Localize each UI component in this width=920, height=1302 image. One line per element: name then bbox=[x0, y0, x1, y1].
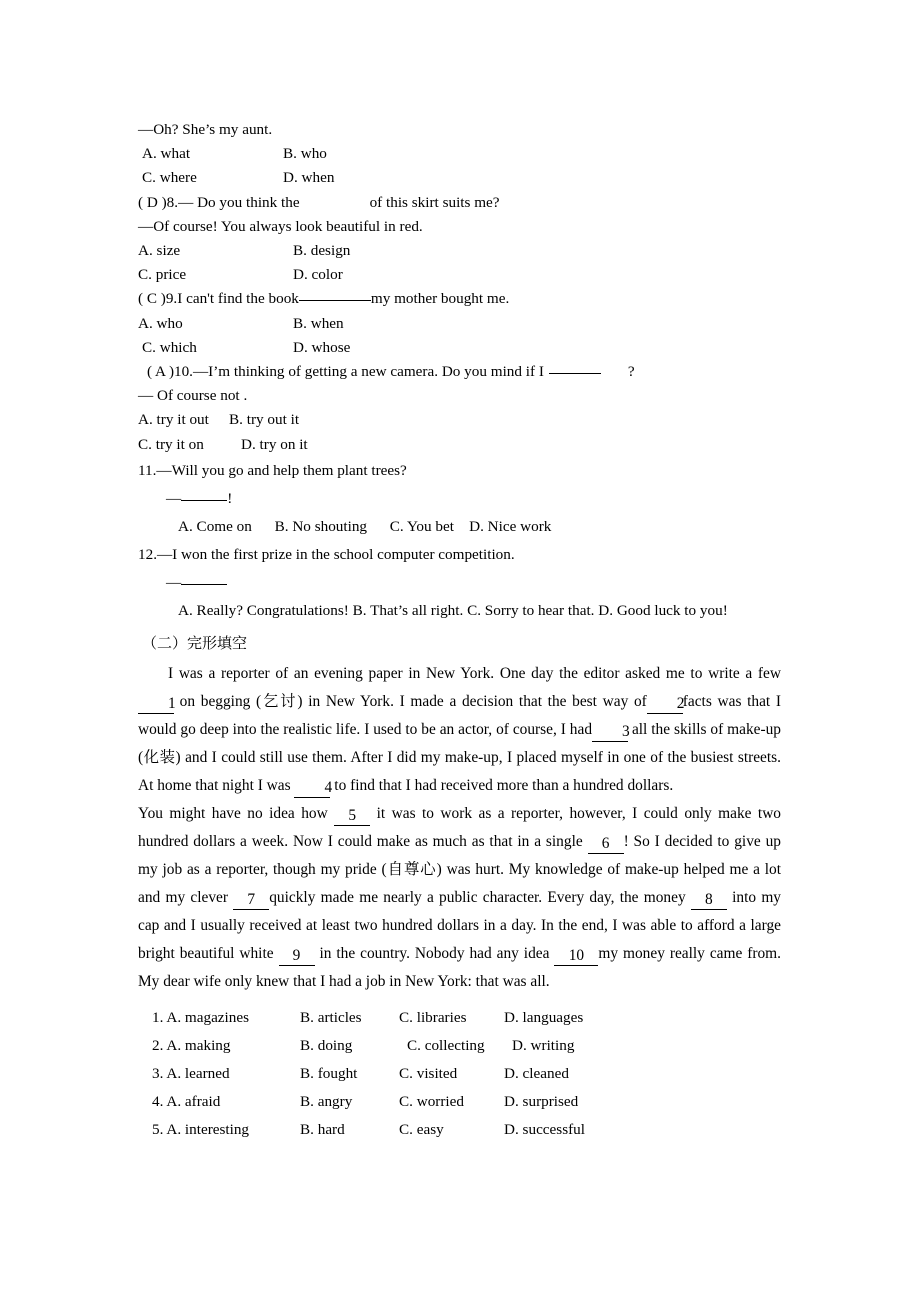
q10-stem-after: ? bbox=[627, 363, 635, 381]
cloze-opt-d-3[interactable]: D. cleaned bbox=[504, 1064, 569, 1082]
q8-options-row-ab bbox=[138, 239, 781, 263]
q10-options-row-ab bbox=[138, 408, 781, 432]
q12-reply-dash: — bbox=[166, 573, 182, 591]
q10-stem-before: —I’m thinking of getting a new camera. Do you mind if I bbox=[192, 363, 544, 381]
cloze-section-heading: （二）完形填空 bbox=[142, 635, 248, 652]
cloze-option-row bbox=[152, 1004, 781, 1032]
cloze-blank-8[interactable]: 8 bbox=[691, 892, 727, 910]
q7-option-d[interactable]: D. when bbox=[283, 169, 335, 187]
q12-stem-line bbox=[138, 541, 781, 569]
q7-options-row-ab bbox=[138, 142, 781, 166]
q8-stem-before: — Do you think the bbox=[178, 193, 300, 211]
cloze-opt-d-2[interactable]: D. writing bbox=[512, 1036, 575, 1054]
q10-reply-text: — Of course not . bbox=[138, 387, 248, 405]
q11-marker: 11. bbox=[138, 461, 157, 479]
q9-options-row-ab bbox=[138, 312, 781, 336]
q9-stem-line bbox=[138, 287, 781, 311]
q9-answer-marker: ( C )9. bbox=[138, 290, 178, 308]
q9-option-c[interactable]: C. which bbox=[142, 338, 197, 356]
q9-options-row-cd bbox=[138, 336, 781, 360]
q7-option-b[interactable]: B. who bbox=[283, 145, 327, 163]
q9-stem-before: I can't find the book bbox=[177, 290, 299, 308]
q10-blank[interactable] bbox=[549, 362, 601, 374]
q9-option-b[interactable]: B. when bbox=[293, 314, 344, 332]
cloze-opt-b-5[interactable]: B. hard bbox=[300, 1120, 345, 1138]
q12-stem-text: —I won the first prize in the school computer competition. bbox=[156, 545, 515, 563]
cloze-blank-10[interactable]: 10 bbox=[554, 948, 598, 966]
cloze-opt-num-a-5[interactable]: 5. A. interesting bbox=[152, 1120, 250, 1138]
cloze-blank-9[interactable]: 9 bbox=[279, 948, 315, 966]
cloze-opt-d-5[interactable]: D. successful bbox=[504, 1120, 585, 1138]
cloze-opt-b-3[interactable]: B. fought bbox=[300, 1064, 358, 1082]
q8-reply-text: —Of course! You always look beautiful in red. bbox=[138, 217, 423, 235]
cloze-blank-1[interactable]: 1 bbox=[138, 696, 174, 714]
cloze-opt-c-2[interactable]: C. collecting bbox=[407, 1036, 485, 1054]
q9-blank[interactable] bbox=[299, 289, 371, 301]
cloze-passage bbox=[138, 660, 781, 996]
q8-option-c[interactable]: C. price bbox=[138, 266, 187, 284]
q11-reply-dash: — bbox=[166, 489, 182, 507]
cloze-blank-7[interactable]: 7 bbox=[233, 892, 269, 910]
q11-reply-line bbox=[138, 485, 781, 513]
q8-stem-line bbox=[138, 191, 781, 215]
q9-stem-after: my mother bought me. bbox=[370, 290, 510, 308]
q11-options-row[interactable]: A. Come on B. No shouting C. You bet D. Nice work bbox=[178, 517, 552, 535]
cloze-blank-2[interactable]: 2 bbox=[647, 696, 683, 714]
cloze-opt-c-4[interactable]: C. worried bbox=[399, 1092, 464, 1110]
q10-stem-line bbox=[138, 360, 781, 384]
cloze-blank-6[interactable]: 6 bbox=[588, 836, 624, 854]
q7-answer-line bbox=[138, 118, 781, 142]
q8-option-a[interactable]: A. size bbox=[138, 242, 181, 260]
cloze-opt-b-1[interactable]: B. articles bbox=[300, 1008, 362, 1026]
cloze-paragraph-1: I was a reporter of an evening paper in New York. One day the editor asked me to write a few 1 on begging (乞讨) in New York. I made a decision that the best way of 2facts was that I would go deep into the realistic life. I used to be an actor, of course, I had 3 all the skills of make-up (化装) and I could still use them. After I did my make-up, I placed myself in one of the busiest streets. At home that night I was 4 to find that I had received more than a hundred dollars. bbox=[138, 664, 781, 796]
cloze-opt-c-5[interactable]: C. easy bbox=[399, 1120, 444, 1138]
cloze-opt-num-a-3[interactable]: 3. A. learned bbox=[152, 1064, 230, 1082]
cloze-options-list bbox=[138, 1004, 781, 1144]
cloze-option-row bbox=[152, 1088, 781, 1116]
q8-option-d[interactable]: D. color bbox=[293, 266, 343, 284]
q8-reply-line bbox=[138, 215, 781, 239]
cloze-opt-num-a-2[interactable]: 2. A. making bbox=[152, 1036, 231, 1054]
q12-marker: 12. bbox=[138, 545, 157, 563]
q11-reply-suffix: ! bbox=[227, 489, 233, 507]
q8-options-row-cd bbox=[138, 263, 781, 287]
cloze-opt-num-a-1[interactable]: 1. A. magazines bbox=[152, 1008, 250, 1026]
cloze-opt-d-1[interactable]: D. languages bbox=[504, 1008, 584, 1026]
cloze-paragraph-2: You might have no idea how 5 it was to work as a reporter, however, I could only make two hundred dollars a week. Now I could make as much as that in a single 6 ! So I decided to give up my job as a reporter, though my pride (自尊心) was hurt. My knowledge of make-up helped me a lot and my clever 7 quickly made me nearly a public character. Every day, the money 8 into my cap and I usually received at least two hundred dollars in a day. In the end, I was able to afford a large bright beautiful white 9 in the country. Nobody had any idea 10 my money really came from. My dear wife only knew that I had a job in New York: that was all. bbox=[138, 804, 782, 990]
q7-answer-text: —Oh? She’s my aunt. bbox=[138, 121, 273, 138]
q10-answer-marker: ( A )10. bbox=[147, 363, 193, 381]
q11-blank[interactable] bbox=[181, 489, 227, 501]
q8-stem-after: of this skirt suits me? bbox=[369, 193, 500, 211]
q10-option-a[interactable]: A. try it out bbox=[138, 411, 209, 429]
cloze-opt-b-4[interactable]: B. angry bbox=[300, 1092, 353, 1110]
cloze-opt-c-3[interactable]: C. visited bbox=[399, 1064, 458, 1082]
cloze-blank-3[interactable]: 3 bbox=[592, 724, 628, 742]
cloze-option-row bbox=[152, 1060, 781, 1088]
q7-option-c[interactable]: C. where bbox=[142, 169, 197, 187]
q10-options-row-cd bbox=[138, 433, 781, 457]
cloze-opt-num-a-4[interactable]: 4. A. afraid bbox=[152, 1092, 221, 1110]
cloze-blank-4[interactable]: 4 bbox=[294, 780, 330, 798]
q7-option-a[interactable]: A. what bbox=[142, 145, 191, 163]
q10-option-b[interactable]: B. try out it bbox=[229, 411, 300, 429]
q10-reply-line bbox=[138, 384, 781, 408]
q9-option-a[interactable]: A. who bbox=[138, 314, 183, 332]
q12-reply-line bbox=[138, 569, 781, 597]
q10-option-d[interactable]: D. try on it bbox=[241, 435, 308, 453]
cloze-blank-5[interactable]: 5 bbox=[334, 808, 370, 826]
multiple-choice-section bbox=[138, 118, 781, 625]
q8-option-b[interactable]: B. design bbox=[293, 242, 351, 260]
cloze-opt-c-1[interactable]: C. libraries bbox=[399, 1008, 467, 1026]
q11-stem-line bbox=[138, 457, 781, 485]
q12-blank[interactable] bbox=[181, 573, 227, 585]
cloze-opt-d-4[interactable]: D. surprised bbox=[504, 1092, 579, 1110]
q9-option-d[interactable]: D. whose bbox=[293, 338, 351, 356]
cloze-option-row bbox=[152, 1032, 781, 1060]
q10-option-c[interactable]: C. try it on bbox=[138, 435, 204, 453]
q12-options-row[interactable]: A. Really? Congratulations! B. That’s all right. C. Sorry to hear that. D. Good luck to you! bbox=[178, 601, 728, 619]
cloze-option-row bbox=[152, 1116, 781, 1144]
q8-answer-marker: ( D )8. bbox=[138, 193, 179, 211]
q11-stem-text: —Will you go and help them plant trees? bbox=[156, 461, 407, 479]
cloze-opt-b-2[interactable]: B. doing bbox=[300, 1036, 353, 1054]
q7-options-row-cd bbox=[138, 166, 781, 190]
